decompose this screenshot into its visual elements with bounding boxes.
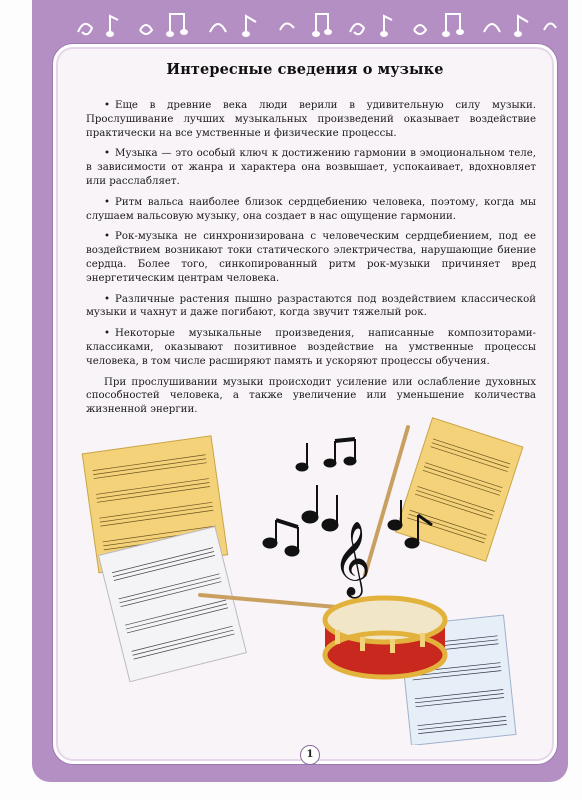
paragraph xyxy=(86,293,536,321)
treble-clef-icon: 𝄞 xyxy=(333,522,371,596)
paragraph xyxy=(86,147,536,188)
paragraph xyxy=(86,196,536,224)
paragraph-text: При прослушивании музыки происходит усиление или ослабление духовных способностей человека, а также увеличение или уменьшение количества жизненной энергии. xyxy=(86,376,536,416)
paragraph-text: Различные растения пышно разрастаются под воздействием классической музыки и чахнут и даже погибают, когда звучит тяжелый рок. xyxy=(86,293,536,319)
article-body xyxy=(86,99,536,424)
paragraph xyxy=(86,99,536,140)
bullet-icon: • xyxy=(104,100,111,111)
paragraph-text: Музыка — это особый ключ к достижению гармонии в эмоциональном теле, в зависимости от жанра и характера она возвышает, успокаивает, вдохновляет или расслабляет. xyxy=(86,148,536,187)
paragraph-text: Рок-музыка не синхронизирована с человеческим сердцебиением, под ее воздействием возникают токи статического электричества, нарушающие биение сердца. Более того, синкопированный ритм рок-музыки причиняет вред энергетическим центрам человека. xyxy=(86,231,536,284)
bullet-icon: • xyxy=(104,196,111,208)
bullet-icon: • xyxy=(104,231,111,243)
bullet-icon: • xyxy=(104,148,111,160)
paragraph-text: Ритм вальса наиболее близок сердцебиению человека, поэтому, когда мы слушаем вальсовую музыку, она создает в нас ощущение гармонии. xyxy=(86,196,536,222)
page-title: Интересные сведения о музыке xyxy=(166,61,444,78)
music-illustration xyxy=(40,415,540,745)
paragraph-text: Некоторые музыкальные произведения, написанные композиторами-классиками, оказывают позитивное воздействие на умственные процессы человека, в том числе расширяют память и ускоряют процессы обучения. xyxy=(86,328,536,367)
bullet-icon: • xyxy=(104,293,111,305)
paragraph xyxy=(86,376,536,417)
paragraph-text: Еще в древние века люди верили в удивительную силу музыки. Прослушивание лучших музыкальных произведений оказывает воздействие практически на все умственные и физические процессы. xyxy=(86,100,536,139)
bullet-icon: • xyxy=(104,328,111,340)
paragraph xyxy=(86,230,536,285)
page-number: 1 xyxy=(300,745,320,765)
paragraph xyxy=(86,327,536,368)
music-notes-strip xyxy=(70,4,560,40)
drum-icon xyxy=(325,598,445,677)
